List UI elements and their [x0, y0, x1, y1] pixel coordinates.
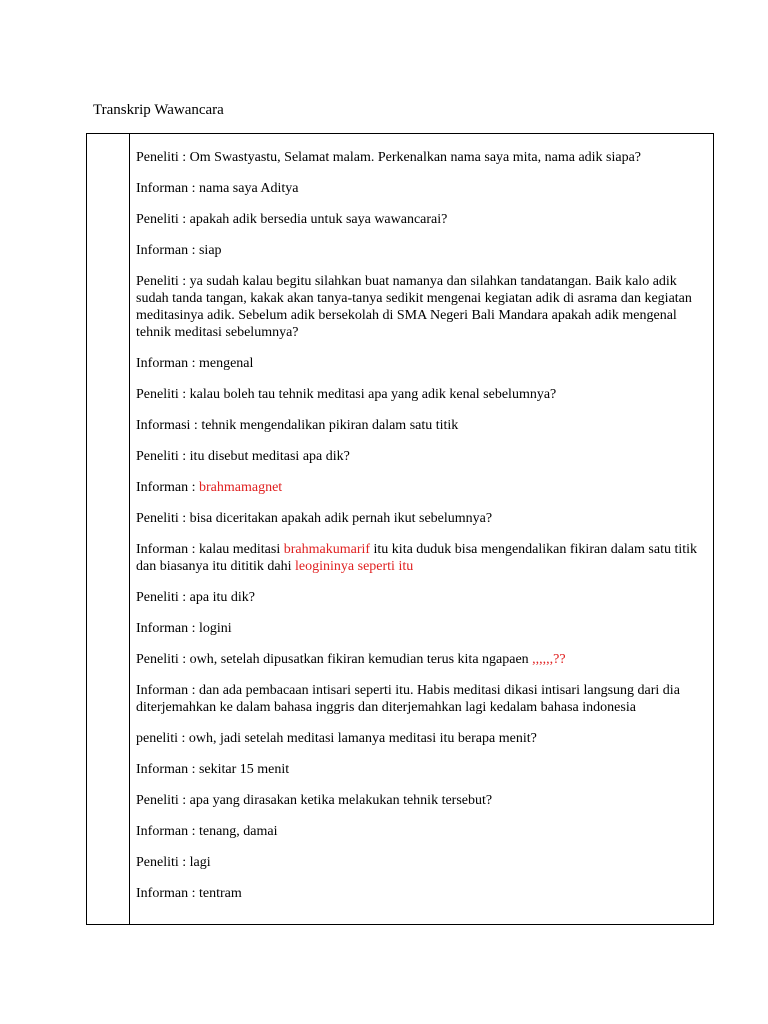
transcript-turn	[136, 386, 699, 403]
document-title: Transkrip Wawancara	[93, 102, 224, 118]
turn-text: Peneliti : apa itu dik?	[136, 590, 255, 605]
transcript-turn	[136, 180, 699, 197]
transcript-turn	[136, 479, 699, 496]
turn-text: Informan : dan ada pembacaan intisari seperti itu. Habis meditasi dikasi intisari langsung dari dia diterjemahkan ke dalam bahasa inggris dan diterjemahkan lagi kedalam bahasa indonesia	[136, 683, 680, 715]
transcript-turn	[136, 682, 699, 716]
transcript-turn	[136, 730, 699, 747]
turn-text: Peneliti : Om Swastyastu, Selamat malam. Perkenalkan nama saya mita, nama adik siapa?	[136, 150, 642, 165]
turn-text: Peneliti : bisa diceritakan apakah adik pernah ikut sebelumnya?	[136, 511, 493, 526]
highlighted-text: brahmakumarif	[283, 542, 371, 557]
turn-text: Informan : logini	[136, 621, 232, 636]
transcript-turn	[136, 510, 699, 527]
turn-text: Peneliti : lagi	[136, 855, 211, 870]
transcript-body	[130, 134, 713, 924]
transcript-turn	[136, 761, 699, 778]
turn-text: Informan : mengenal	[136, 356, 254, 371]
transcript-turn	[136, 885, 699, 902]
turn-text: Peneliti : apa yang dirasakan ketika melakukan tehnik tersebut?	[136, 793, 493, 808]
transcript-turn	[136, 823, 699, 840]
transcript-turn	[136, 273, 699, 341]
turn-text: Informan : siap	[136, 243, 222, 258]
transcript-turn	[136, 651, 699, 668]
turn-text: Peneliti : itu disebut meditasi apa dik?	[136, 449, 350, 464]
transcript-turn	[136, 355, 699, 372]
transcript-turn	[136, 854, 699, 871]
turn-text: Peneliti : ya sudah kalau begitu silahkan buat namanya dan silahkan tandatangan. Baik kalo adik sudah tanda tangan, kakak akan tanya-tanya sedikit mengenai kegiatan adik di asrama dan kegiatan meditasinya adik. Sebelum adik bersekolah di SMA Negeri Bali Mandara apakah adik mengenal tehnik meditasi sebelumnya?	[136, 274, 692, 340]
transcript-turn	[136, 149, 699, 166]
transcript-turn	[136, 242, 699, 259]
turn-text: Informan : sekitar 15 menit	[136, 762, 290, 777]
turn-text: Peneliti : kalau boleh tau tehnik meditasi apa yang adik kenal sebelumnya?	[136, 387, 557, 402]
transcript-turn	[136, 620, 699, 637]
transcript-turn	[136, 211, 699, 228]
transcript-turn	[136, 417, 699, 434]
highlighted-text: brahmamagnet	[198, 480, 283, 495]
transcript-turn	[136, 448, 699, 465]
turn-text: itu kita duduk bisa mengendalikan fikiran dalam satu titik dan biasanya itu dititik dahi	[136, 542, 698, 574]
turn-text: Informan : tentram	[136, 886, 242, 901]
transcript-table-left-column	[87, 134, 130, 924]
turn-text: Informan : tenang, damai	[136, 824, 278, 839]
highlighted-text: leogininya seperti itu	[295, 559, 414, 574]
transcript-turn	[136, 541, 699, 575]
turn-text: Peneliti : apakah adik bersedia untuk saya wawancarai?	[136, 212, 448, 227]
turn-text: peneliti : owh, jadi setelah meditasi lamanya meditasi itu berapa menit?	[136, 731, 537, 746]
turn-text: Informan : nama saya Aditya	[136, 181, 299, 196]
turn-text: Informan :	[136, 480, 199, 495]
transcript-turn	[136, 792, 699, 809]
turn-text: Peneliti : owh, setelah dipusatkan fikiran kemudian terus kita ngapaen	[136, 652, 533, 667]
turn-text: Informasi : tehnik mengendalikan pikiran dalam satu titik	[136, 418, 459, 433]
transcript-table	[86, 133, 714, 925]
transcript-turn	[136, 589, 699, 606]
highlighted-text: ,,,,,,??	[532, 652, 566, 667]
turn-text: Informan : kalau meditasi	[136, 542, 284, 557]
